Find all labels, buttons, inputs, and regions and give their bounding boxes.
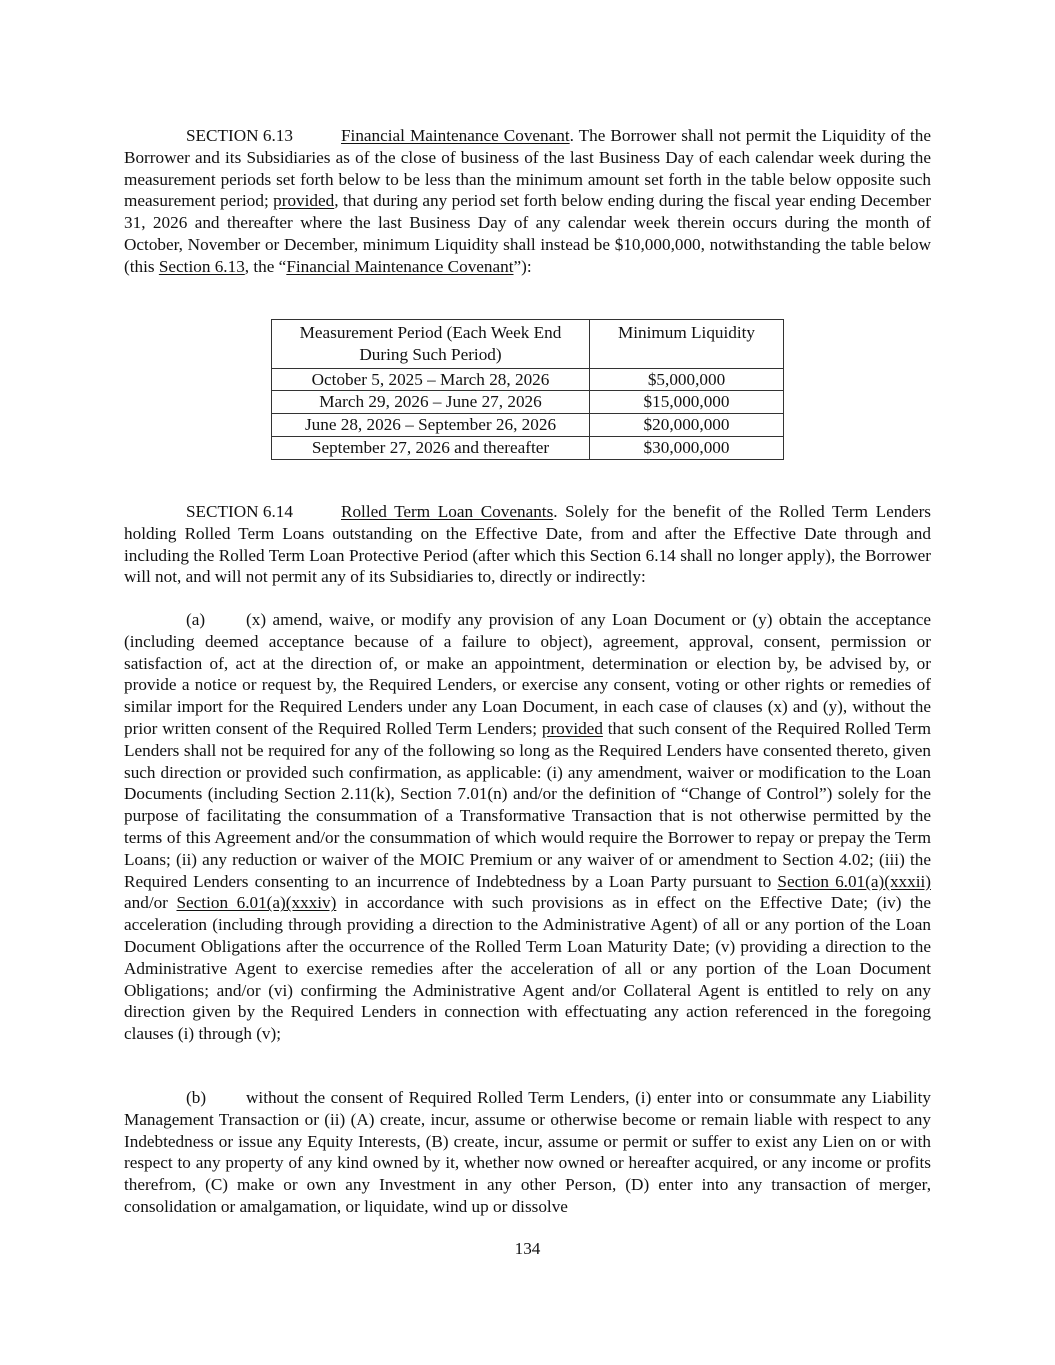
clause-b-text: without the consent of Required Rolled Term Lenders, (i) enter into or consummate any Liability Management Transaction or (ii) (A) create, incur, assume or otherwise become or remain liable with respect to any Indebtedness or issue any Equity Interests, (B) create, incur, assume or permit or suffer to exist any Lien on or with respect to any property of any kind owned by it, whether now owned or hereafter acquired, or any income or profits therefrom, (C) make or own any Investment in any other Person, (D) enter into any transaction of merger, consolidation or amalgamation, or liquidate, wind up or dissolve: [124, 1088, 931, 1216]
section-6-13-number: SECTION 6.13: [186, 126, 293, 145]
section-6-13-reference: Section 6.13: [158, 256, 245, 276]
period-cell: October 5, 2025 – March 28, 2026: [272, 368, 590, 391]
header-measurement-period: Measurement Period (Each Week End During Such Period): [272, 320, 590, 369]
page-number: 134: [514, 1239, 541, 1258]
table-row: [272, 368, 784, 391]
table-row: [272, 391, 784, 414]
clause-a-text-1: (x) amend, waive, or modify any provision of any Loan Document or (y) obtain the acceptance (including deemed acceptance because of a failure to object), agreement, approval, consent, permission or satisfaction of, act at the direction of, or make an appointment, determination or election by, be advised by, or provide a notice or request by, the Required Lenders, or exercise any consent, voting or other rights or remedies of similar import for the Required Lenders under any Loan Document, in each case of clauses (x) and (y), without the prior written consent of the Required Rolled Term Lenders;: [124, 610, 931, 738]
section-6-14-number: SECTION 6.14: [186, 502, 293, 521]
section-6-14-paragraph: [124, 501, 931, 588]
clause-a-text-3: and/or: [124, 893, 177, 913]
period-cell: June 28, 2026 – September 26, 2026: [272, 414, 590, 437]
table-row: [272, 436, 784, 459]
section-6-13-text-1: . The Borrower shall not permit the Liquidity of the Borrower and its Subsidiaries as of the close of business of the last Business Day of each calendar week during the measurement periods set forth below to be less than the minimum amount set forth in the table below opposite such measurement period;: [124, 126, 931, 211]
section-6-13-title: Financial Maintenance Covenant: [341, 126, 570, 145]
section-6-13-text-3: , the “: [244, 256, 287, 276]
table-row: [272, 414, 784, 437]
section-6-13-paragraph: [124, 125, 931, 278]
section-6-01-xxxiv-reference: Section 6.01(a)(xxxiv): [176, 893, 337, 913]
provided-term: provided: [541, 718, 603, 738]
minimum-cell: $5,000,000: [590, 368, 784, 391]
financial-maintenance-covenant-term: Financial Maintenance Covenant: [286, 256, 514, 276]
section-6-14-text: . Solely for the benefit of the Rolled Term Lenders holding Rolled Term Loans outstanding on the Effective Date, from and after the Effective Date through and including the Rolled Term Loan Protective Period (after which this Section 6.14 shall no longer apply), the Borrower will not, and will not permit any of its Subsidiaries to, directly or indirectly:: [124, 502, 931, 587]
clause-a-text-4: in accordance with such provisions as in effect on the Effective Date; (iv) the acceleration (including through providing a direction to the Administrative Agent) of all or any portion of the Loan Document Obligations after the occurrence of the Rolled Term Loan Maturity Date; (v) providing a direction to the Administrative Agent to exercise remedies after the acceleration of all or any portion of the Loan Document Obligations; and/or (vi) confirming the Administrative Agent and/or Collateral Agent is entitled to rely on any direction given by the Required Lenders in connection with effectuating any action referenced in the foregoing clauses (i) through (v);: [124, 893, 931, 1044]
minimum-cell: $15,000,000: [590, 391, 784, 414]
period-cell: March 29, 2026 – June 27, 2026: [272, 391, 590, 414]
clause-a-text-2: that such consent of the Required Rolled Term Lenders shall not be required for any of the following so long as the Required Lenders have consented thereto, given such direction or provided such confirmation, as applicable: (i) any amendment, waiver or modification to the Loan Documents (including Section 2.11(k), Section 7.01(n) and/or the definition of “Change of Control”) solely for the purpose of facilitating the consummation of a Transformative Transaction that is not otherwise permitted by the terms of this Agreement and/or the consummation of which would require the Borrower to repay or prepay the Term Loans; (ii) any reduction or waiver of the MOIC Premium or any waiver of or amendment to Section 4.02; (iii) the Required Lenders consenting to an incurrence of Indebtedness by a Loan Party pursuant to: [124, 718, 931, 891]
clause-a-label: (a): [186, 610, 206, 629]
section-6-13-text-2: , that during any period set forth below ending during the fiscal year ending December 31, 2026 and thereafter where the last Business Day of any calendar week therein occurs during the month of October, November or December, minimum Liquidity shall instead be $10,000,000, notwithstanding the table below (this: [124, 191, 932, 276]
minimum-cell: $20,000,000: [590, 414, 784, 437]
header-minimum-liquidity: Minimum Liquidity: [590, 320, 784, 369]
table-header-row: [272, 320, 784, 369]
section-6-13-text-4: ”):: [513, 256, 532, 276]
clause-a-paragraph: [124, 609, 931, 1045]
period-cell: September 27, 2026 and thereafter: [272, 436, 590, 459]
provided-term: provided: [273, 191, 335, 211]
section-6-14-title: Rolled Term Loan Covenants: [341, 502, 554, 521]
clause-b-label: (b): [186, 1088, 207, 1107]
liquidity-table: [271, 319, 784, 460]
section-6-01-xxxii-reference: Section 6.01(a)(xxxii): [777, 871, 931, 891]
minimum-cell: $30,000,000: [590, 436, 784, 459]
clause-b-paragraph: [124, 1087, 931, 1218]
